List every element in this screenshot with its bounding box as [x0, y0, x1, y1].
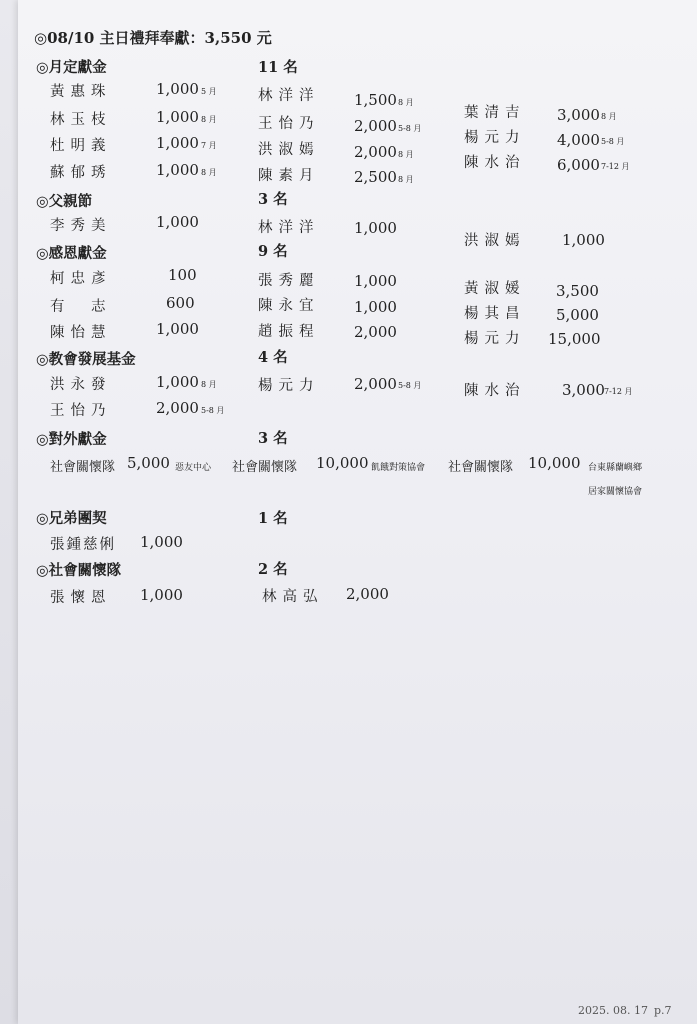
donor-amount: 2,000	[354, 143, 397, 161]
donor-note: 7-12 月	[604, 387, 633, 396]
donor-amount: 1,000	[140, 586, 183, 604]
donor-name: 葉清吉	[464, 105, 526, 121]
donor-amount: 1,000	[156, 213, 199, 231]
section-count-dev: 4 名	[258, 349, 288, 366]
donor-note: 8 月	[201, 380, 217, 389]
donor-note: 7 月	[201, 141, 217, 150]
donor-amount: 2,000	[354, 375, 397, 393]
page-title: ◎08/10 主日禮拜奉獻：3,550 元	[34, 29, 272, 47]
donor-note: 8 月	[201, 115, 217, 124]
donor-note: 8 月	[398, 175, 414, 184]
donor-name: 社會關懷隊	[448, 460, 514, 475]
section-count-brothers: 1 名	[258, 510, 288, 527]
donor-name: 陳永宜	[258, 298, 320, 314]
donor-note-continued: 居家關懷協會	[588, 487, 643, 497]
donor-amount: 1,000	[354, 272, 397, 290]
donor-amount: 3,000	[562, 381, 605, 399]
donor-note: 7-12 月	[601, 162, 630, 171]
donor-amount: 5,000	[556, 306, 599, 324]
page-number: p.7	[654, 1004, 672, 1017]
donor-amount: 1,000	[562, 231, 605, 249]
section-count-monthly: 11 名	[258, 59, 298, 76]
donor-amount: 2,500	[354, 168, 397, 186]
donor-name: 張鍾慈俐	[50, 537, 116, 553]
section-heading-fathers: ◎父親節	[36, 193, 93, 210]
donor-name: 社會關懷隊	[50, 460, 116, 475]
section-heading-dev: ◎教會發展基金	[36, 351, 136, 368]
donor-note: 5-8 月	[398, 381, 422, 390]
donor-amount: 1,000	[156, 134, 199, 152]
donor-name: 林高弘	[262, 589, 324, 605]
donor-amount: 3,000	[557, 106, 600, 124]
donor-amount: 1,000	[354, 298, 397, 316]
donor-name: 楊其昌	[464, 306, 526, 322]
donor-name: 蘇郁琇	[50, 165, 112, 181]
donor-name: 杜明義	[50, 138, 112, 154]
donor-note: 8 月	[601, 112, 617, 121]
donor-note: 5-8 月	[398, 124, 422, 133]
donor-name: 王怡乃	[50, 403, 112, 419]
donor-note: 8 月	[201, 168, 217, 177]
section-count-social: 2 名	[258, 561, 288, 578]
donor-note: 台東縣蘭嶼鄉	[588, 463, 643, 473]
donor-name: 柯忠彥	[50, 271, 112, 287]
donor-name: 李秀美	[50, 218, 112, 234]
donor-amount: 1,000	[156, 80, 199, 98]
donor-name: 陳素月	[258, 168, 320, 184]
donor-name: 陳怡慧	[50, 325, 112, 341]
donor-amount: 1,000	[156, 161, 199, 179]
donor-note: 5-8 月	[601, 137, 625, 146]
donor-amount: 2,000	[156, 399, 199, 417]
donor-note: 5-8 月	[201, 406, 225, 415]
section-count-fathers: 3 名	[258, 191, 288, 208]
donor-amount: 2,000	[354, 323, 397, 341]
donor-name: 洪淑嫣	[258, 142, 320, 158]
donor-name: 有 志	[50, 299, 112, 315]
donor-note: 8 月	[398, 150, 414, 159]
donor-name: 洪淑嫣	[464, 233, 526, 249]
donor-amount: 5,000	[127, 454, 170, 472]
donor-name: 林洋洋	[258, 88, 320, 104]
donor-name: 林玉枝	[50, 112, 112, 128]
donor-name: 王怡乃	[258, 116, 320, 132]
donor-amount: 15,000	[548, 330, 601, 348]
donor-note: 惡友中心	[175, 463, 212, 473]
section-count-outreach: 3 名	[258, 430, 288, 447]
donor-name: 楊元力	[258, 378, 320, 394]
donor-amount: 3,500	[556, 282, 599, 300]
donor-amount: 1,000	[156, 108, 199, 126]
donor-amount: 4,000	[557, 131, 600, 149]
donor-name: 社會關懷隊	[232, 460, 298, 475]
footer-date: 2025. 08. 17	[578, 1004, 648, 1017]
donor-name: 黃惠珠	[50, 84, 112, 100]
donor-amount: 600	[166, 294, 195, 312]
donor-name: 陳水治	[464, 155, 526, 171]
donor-note: 8 月	[398, 98, 414, 107]
donor-name: 楊元力	[464, 130, 526, 146]
donor-amount: 10,000	[528, 454, 581, 472]
section-heading-thanks: ◎感恩獻金	[36, 245, 107, 262]
donor-amount: 10,000	[316, 454, 369, 472]
donor-amount: 2,000	[346, 585, 389, 603]
donor-amount: 1,000	[156, 320, 199, 338]
donor-name: 張秀麗	[258, 273, 320, 289]
donor-amount: 1,000	[156, 373, 199, 391]
donor-name: 楊元力	[464, 331, 526, 347]
donor-amount: 1,500	[354, 91, 397, 109]
donor-note: 飢餓對策協會	[371, 463, 426, 473]
section-heading-brothers: ◎兄弟團契	[36, 510, 107, 527]
section-heading-monthly: ◎月定獻金	[36, 59, 107, 76]
donor-amount: 100	[168, 266, 197, 284]
donor-note: 5 月	[201, 87, 217, 96]
donor-name: 張懷恩	[50, 590, 112, 606]
section-heading-social: ◎社會關懷隊	[36, 562, 122, 579]
donor-amount: 1,000	[354, 219, 397, 237]
section-heading-outreach: ◎對外獻金	[36, 431, 107, 448]
donor-amount: 6,000	[557, 156, 600, 174]
donor-amount: 1,000	[140, 533, 183, 551]
section-count-thanks: 9 名	[258, 243, 288, 260]
donor-amount: 2,000	[354, 117, 397, 135]
donor-name: 林洋洋	[258, 220, 320, 236]
donor-name: 黃淑媛	[464, 281, 526, 297]
donor-name: 陳水治	[464, 383, 526, 399]
donor-name: 洪永發	[50, 377, 112, 393]
donor-name: 趙振程	[258, 324, 320, 340]
